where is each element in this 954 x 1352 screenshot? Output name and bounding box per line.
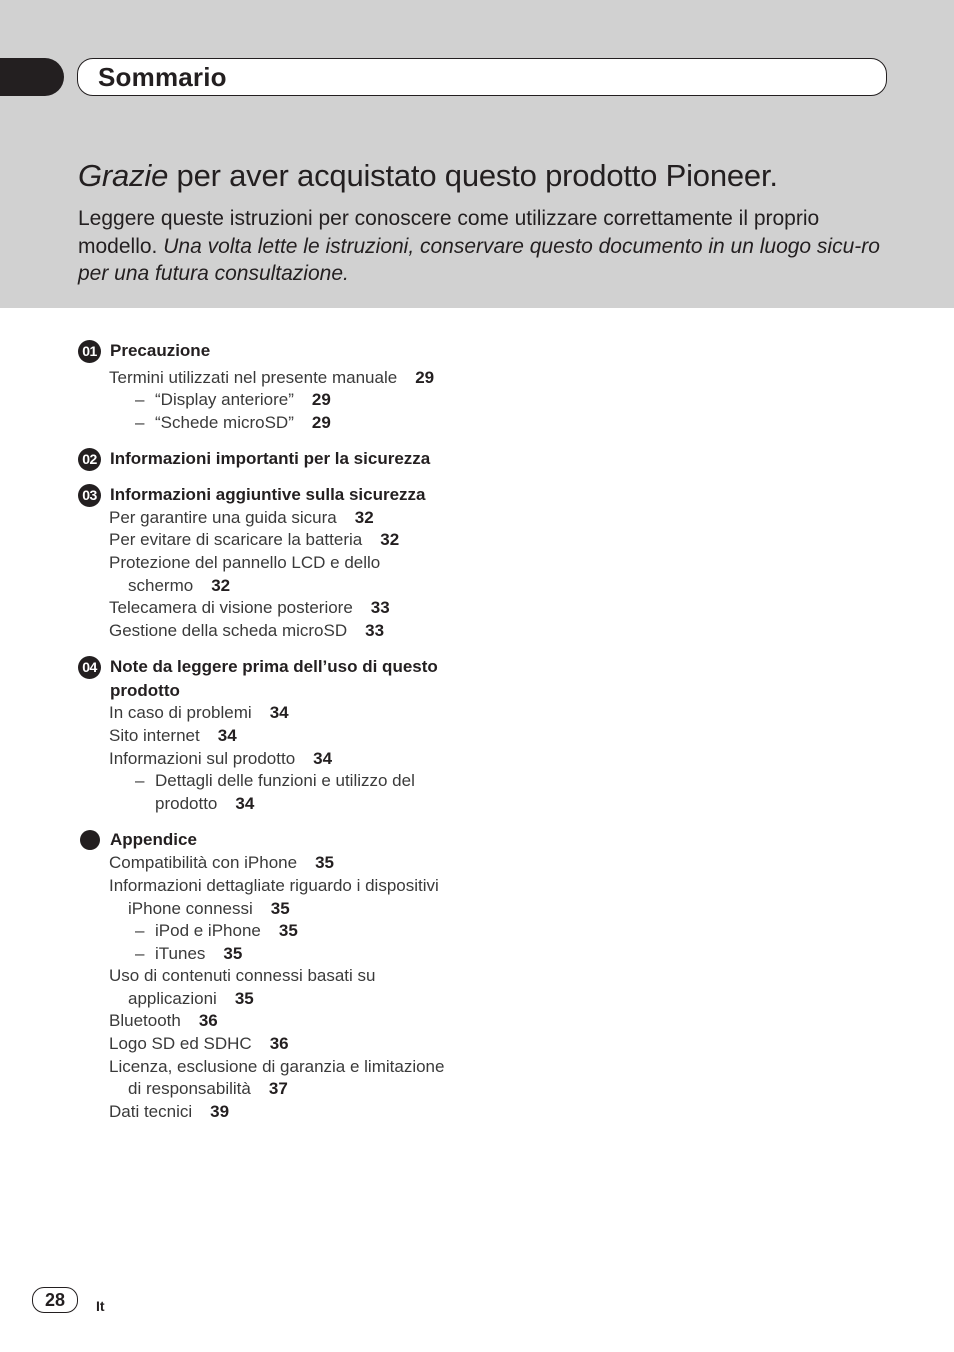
toc-entry-label: Gestione della scheda microSD — [109, 621, 348, 640]
toc-subentry[interactable]: – “Display anteriore” 29 — [135, 390, 331, 409]
headline — [78, 158, 778, 194]
toc-entry[interactable] — [109, 966, 376, 986]
toc-entry[interactable] — [109, 726, 237, 746]
toc-entry-continuation[interactable] — [128, 899, 290, 919]
page-number: 28 — [32, 1287, 78, 1313]
toc-entry[interactable] — [109, 598, 390, 618]
language-code: It — [96, 1298, 105, 1314]
toc-entry-page: 35 — [315, 853, 334, 872]
toc-entry-page: 32 — [354, 508, 374, 527]
section-title-box — [77, 58, 887, 96]
toc-entry-label: In caso di problemi — [109, 703, 252, 722]
section-title-appendix[interactable]: Appendice — [110, 830, 197, 849]
intro-italic: Una volta lette le istruzioni, conservare questo documento in un luogo sicu-ro per una futura consultazione. — [78, 234, 880, 285]
headline-italic: Grazie — [78, 158, 169, 193]
toc-entry[interactable] — [109, 508, 374, 528]
toc-entry[interactable] — [109, 1102, 229, 1122]
toc-entry-label: Per evitare di scaricare la batteria — [109, 530, 363, 549]
toc-entry-page: 35 — [223, 944, 243, 963]
toc-entry-label: iTunes — [155, 944, 206, 963]
section-title-02[interactable]: Informazioni importanti per la sicurezza — [110, 449, 431, 468]
section-title: Sommario — [98, 62, 227, 92]
toc-entry-page: 35 — [278, 921, 298, 940]
toc-entry-label: di responsabilità — [128, 1079, 251, 1098]
toc-entry-page: 39 — [210, 1102, 230, 1121]
headline-rest: per aver acquistato questo prodotto Pioneer. — [168, 158, 778, 193]
section-badge-01: 01 — [78, 340, 101, 363]
toc-entry-label: Protezione del pannello LCD e dello — [109, 553, 381, 572]
section-badge-02: 02 — [78, 448, 101, 471]
toc-entry-label: prodotto — [155, 794, 218, 813]
toc-entry-page: 34 — [269, 703, 289, 722]
toc-entry-label: Dati tecnici — [109, 1102, 193, 1121]
toc-entry-label: applicazioni — [128, 989, 217, 1008]
toc-entry-label: Compatibilità con iPhone — [109, 853, 298, 872]
toc-entry-label: Uso di contenuti connessi basati su — [109, 966, 376, 985]
toc-entry-page: 37 — [268, 1079, 288, 1098]
toc-entry-page: 35 — [234, 989, 254, 1008]
toc-subentry[interactable]: – iPod e iPhone 35 — [135, 921, 298, 940]
toc-entry-continuation[interactable] — [128, 576, 230, 596]
toc-entry-page: 36 — [198, 1011, 218, 1030]
section-title-01[interactable]: Precauzione — [110, 341, 211, 360]
section-badge-03: 03 — [78, 484, 101, 507]
toc-entry-page: 35 — [270, 899, 290, 918]
toc-entry[interactable] — [109, 1057, 444, 1077]
toc-entry-page: 29 — [311, 413, 331, 432]
toc-entry-label: Per garantire una guida sicura — [109, 508, 337, 527]
toc-entry[interactable] — [109, 703, 289, 723]
toc-entry-label: Licenza, esclusione di garanzia e limitazione — [109, 1057, 445, 1076]
section-title-03[interactable]: Informazioni aggiuntive sulla sicurezza — [110, 485, 426, 504]
toc-subentry[interactable]: – iTunes 35 — [135, 944, 243, 963]
toc-entry-continuation[interactable] — [128, 1079, 288, 1099]
toc-entry[interactable] — [109, 553, 380, 573]
toc-entry-label: Telecamera di visione posteriore — [109, 598, 353, 617]
toc-entry-page: 34 — [235, 794, 255, 813]
toc-entry[interactable] — [109, 368, 434, 388]
toc-entry[interactable] — [109, 1011, 218, 1031]
toc-entry-label: Termini utilizzati nel presente manuale — [109, 368, 398, 387]
toc-entry-page: 33 — [365, 621, 385, 640]
section-tab-marker — [0, 58, 64, 96]
toc-entry-label: iPhone connessi — [128, 899, 253, 918]
toc-entry-continuation[interactable] — [128, 989, 254, 1009]
toc-entry-page: 36 — [269, 1034, 289, 1053]
section-badge-04: 04 — [78, 656, 101, 679]
toc-entry-label: Dettagli delle funzioni e utilizzo del — [155, 771, 415, 790]
toc-entry[interactable] — [109, 876, 439, 896]
toc-entry-label: Logo SD ed SDHC — [109, 1034, 252, 1053]
toc-entry[interactable] — [109, 853, 334, 873]
toc-entry-page: 29 — [415, 368, 435, 387]
intro-paragraph — [78, 205, 898, 288]
toc-entry-label: Informazioni sul prodotto — [109, 749, 296, 768]
toc-entry-label: “Display anteriore” — [155, 390, 294, 409]
appendix-bullet-icon — [80, 830, 100, 850]
toc-entry-page: 33 — [370, 598, 390, 617]
toc-entry-page: 29 — [311, 390, 331, 409]
intro-plain: Leggere queste istruzioni per conoscere come utilizzare correttamente il proprio modello. — [78, 207, 820, 258]
toc-entry-label: Bluetooth — [109, 1011, 181, 1030]
toc-entry-label: Informazioni dettagliate riguardo i dispositivi — [109, 876, 439, 895]
toc-entry-label: schermo — [128, 576, 194, 595]
toc-entry[interactable] — [109, 530, 399, 550]
toc-entry[interactable] — [109, 621, 384, 641]
section-title-04-continuation[interactable]: prodotto — [110, 681, 180, 700]
toc-entry-label: Sito internet — [109, 726, 200, 745]
section-title-04[interactable]: Note da leggere prima dell’uso di questo — [110, 657, 438, 676]
toc-entry-page: 34 — [313, 749, 333, 768]
toc-entry-page: 34 — [217, 726, 237, 745]
toc-entry-page: 32 — [211, 576, 231, 595]
toc-entry-label: iPod e iPhone — [155, 921, 261, 940]
toc-entry-page: 32 — [380, 530, 400, 549]
toc-entry-label: “Schede microSD” — [155, 413, 294, 432]
toc-subentry[interactable]: – Dettagli delle funzioni e utilizzo del — [135, 771, 415, 790]
toc-subentry[interactable]: – “Schede microSD” 29 — [135, 413, 331, 432]
toc-entry[interactable] — [109, 1034, 289, 1054]
toc-subentry-continuation[interactable] — [155, 794, 254, 814]
toc-entry[interactable] — [109, 749, 332, 769]
